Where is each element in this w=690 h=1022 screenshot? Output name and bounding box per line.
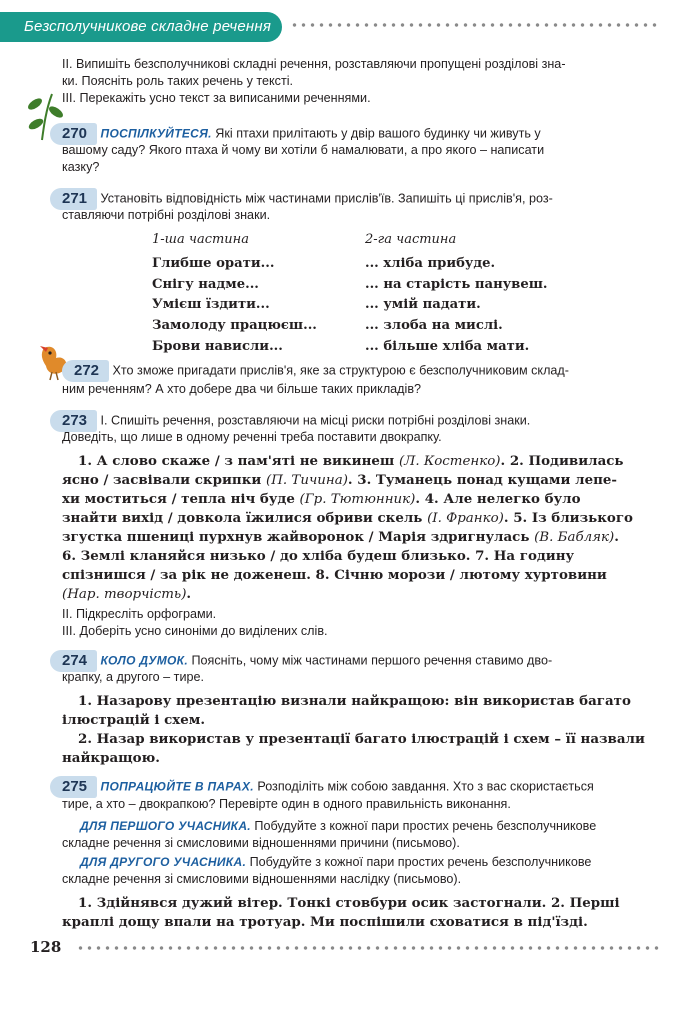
exercise-273-sentences-line: ясно / засвівали скрипки (П. Тичина). 3. Туманець понад кущами лепе- [62,472,617,488]
exercise-number-badge: 271 [50,188,97,210]
exercise-272-line-1 [62,360,569,382]
proverb-column-2-heading: 2-га частина [365,232,457,247]
exercise-273-sentences-line: хи моститься / тепла ніч буде (Гр. Тютюнник). 4. Але нелегко було [62,491,581,507]
exercise-275-sentence: 1. Здійнявся дужий вітер. Тонкі стовбури осик застогнали. 2. Перші [78,895,620,911]
exercise-tag: КОЛО ДУМОК. [100,653,188,668]
exercise-271-line-2: ставляючи потрібні розділові знаки. [62,208,271,222]
proverb-part-1: Умієш їздити... [152,297,270,312]
exercise-number-badge: 272 [62,360,109,382]
exercise-271-text: Установіть відповідність між частинами прислів'їв. Запишіть ці прислів'я, роз- [97,191,553,206]
chapter-title: Безсполучникове складне речення [24,18,272,35]
proverb-column-1-heading: 1-ша частина [152,232,249,247]
exercise-273-line-2: Доведіть, що лише в одному реченні треба поставити двокрапку. [62,430,442,444]
exercise-270-text: Які птахи прилітають у двір вашого будинку чи живуть у [211,126,541,141]
exercise-273-sentences-line: 1. А слово скаже / з пам'яті не викинеш (Л. Костенко). 2. Подивилась [78,453,624,469]
intro-line-2: ки. Поясніть роль таких речень у тексті. [62,74,294,88]
proverb-part-1: Глибше орати... [152,256,275,271]
proverb-part-1: Замолоду працюєш... [152,318,317,333]
task-second-participant: ДЛЯ ДРУГОГО УЧАСНИКА. Побудуйте з кожної пари простих речень безсполучникове [80,855,592,869]
exercise-274-sentence: ілюстрацій і схем. [62,712,206,728]
exercise-273-sentences-line: (Нар. творчість). [62,586,192,602]
header-dotted-rule [290,22,660,28]
exercise-275-line-2: тире, а хто – двокрапкою? Перевірте один в одного правильність виконання. [62,797,511,811]
proverb-part-1: Снігу надме... [152,277,259,292]
exercise-273-sentences-line: спізнишся / за рік не доженеш. 8. Січню морози / лютому хуртовини [62,567,607,583]
exercise-274-text: Поясніть, чому між частинами першого речення ставимо дво- [187,653,553,668]
exercise-274-sentence: 1. Назарову презентацію визнали найкращою: він використав багато [78,693,631,709]
exercise-270-line-3: казку? [62,160,100,174]
exercise-272-line-2: ним реченням? А хто добере два чи більше таких прикладів? [62,382,422,396]
exercise-273-sentences-line: згустка пшениці пурхнув жайворонок / Марія здригнулась (В. Бабляк). [62,529,619,545]
exercise-272-text: Хто зможе пригадати прислів'я, яке за структурою є безсполучниковим склад- [109,363,569,378]
exercise-number-badge: 273 [50,410,97,432]
proverb-part-2: ... умій падати. [365,297,481,312]
exercise-273-text: І. Спишіть речення, розставляючи на місці риски потрібні розділові знаки. [97,413,531,428]
proverb-part-2: ... більше хліба мати. [365,339,530,354]
exercise-number-badge: 275 [50,776,97,798]
task-first-participant-line-2: складне речення зі смисловими відношеннями причини (письмово). [62,836,460,850]
proverb-part-2: ... злоба на мислі. [365,318,503,333]
page-number: 128 [30,938,62,956]
proverb-part-2: ... на старість панувеш. [365,277,548,292]
exercise-tag: ПОПРАЦЮЙТЕ В ПАРАХ. [100,779,254,794]
highlighted-word: хуртовини [524,567,607,583]
intro-line-3: III. Перекажіть усно текст за виписаними реченнями. [62,91,371,105]
exercise-273-task-2: II. Підкресліть орфограми. [62,607,217,621]
exercise-274-line-2: крапку, а другого – тире. [62,670,204,684]
exercise-273-task-3: III. Доберіть усно синоніми до виділених слів. [62,624,328,638]
proverb-part-2: ... хліба прибуде. [365,256,496,271]
exercise-273-sentences-line: 6. Землі кланяйся низько / до хліба будеш близько. 7. На годину [62,548,575,564]
proverb-part-1: Брови нависли... [152,339,283,354]
exercise-274-sentence: найкращою. [62,750,160,766]
intro-line-1: II. Випишіть безсполучникові складні речення, розставляючи пропущені розділові зна- [62,57,566,71]
exercise-number-badge: 270 [50,123,97,145]
exercise-273-sentences-line: знайти вихід / довкола їжилися обриви скель (І. Франко). 5. Із близького [62,510,633,526]
exercise-275-text: Розподіліть між собою завдання. Хто з вас скористається [253,779,594,794]
exercise-275-line-1 [50,776,594,798]
task-first-participant: ДЛЯ ПЕРШОГО УЧАСНИКА. Побудуйте з кожної пари простих речень безсполучникове [80,819,597,833]
highlighted-word: довкола [177,510,242,526]
exercise-275-sentence: краплі дощу впали на тротуар. Ми поспішили сховатися в під'їзді. [62,914,588,930]
exercise-270-line-2: вашому саду? Якого птаха й чому ви хотіли б намалювати, а про якого – написати [62,143,545,157]
exercise-number-badge: 274 [50,650,97,672]
task-second-participant-line-2: складне речення зі смисловими відношеннями наслідку (письмово). [62,872,462,886]
footer-dotted-rule [76,945,660,951]
exercise-tag: ПОСПІЛКУЙТЕСЯ. [100,126,212,141]
exercise-274-sentence: 2. Назар використав у презентації багато ілюстрацій і схем – її назвали [78,731,645,747]
